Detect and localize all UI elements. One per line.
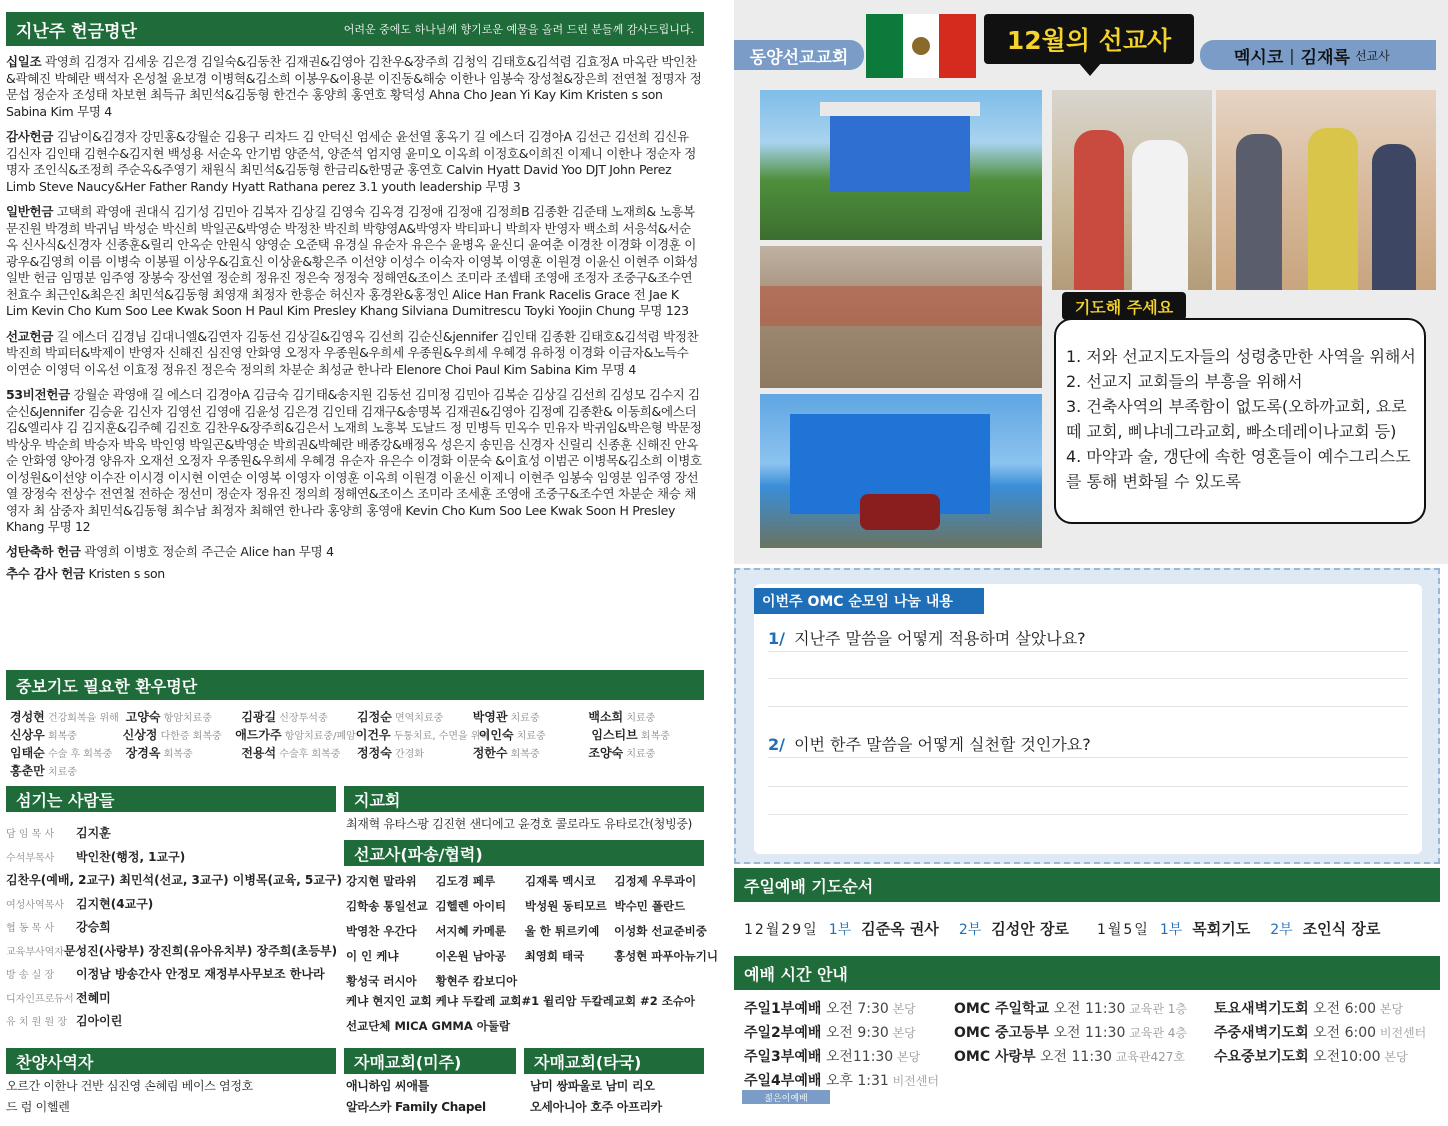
mexico-flag xyxy=(866,14,976,78)
order-service: 2부 xyxy=(958,922,982,938)
sister-church-line: 알라스카 Family Chapel xyxy=(346,1100,486,1114)
offering-header xyxy=(6,12,704,46)
missionary-entry: 김학송 통일선교 xyxy=(346,898,428,913)
church-tag xyxy=(734,40,864,70)
missionary-row xyxy=(346,968,704,993)
servant-row xyxy=(6,1012,336,1036)
service-clock: 오전11:30 xyxy=(821,1049,894,1065)
service-name: 주일3부예배 xyxy=(744,1049,822,1065)
patient-name: 정정숙 xyxy=(357,746,392,760)
service-name: OMC 사랑부 xyxy=(954,1049,1036,1065)
offering-names: 강월순 곽영애 길 에스더 김경아A 김금숙 김기태&송지원 김동선 김미정 김민아 김복순 김상길 김선희 김성모 김수지 김순신&Jennifer 김승윤 김신자 김영선 김영애 김윤성 김은경 김인태 김재구&송명복 김재권&김영아 김정예 김종환& 이동희&에스더 김&엘리샤 김 김지훈&김주혜 김진호 김찬우&장주희&김은서 노재희 노흥복 도날드 정 민병득 민옥수 민유자 박귀임&박은형 박문정 박상우 박순희 박승자 박욱 박인영 박일곤&박영순 박희권&박혜란 배종강&배정옥 성은지 송민음 신경자 신릴리 신종훈 신해진 안옥순 안화영 양아경 양유자 오재선 오정자 우종원&우희세 우혜경 유순자 유은수 이경화 이문숙 &이효성 이범곤 이병목&김소희 이병호 이성원&이선양 이수잔 이시경 이시현 이연순 이영복 이영자 이영훈 이옥희 이원경 이윤신 이제니 이현주 임봉숙 임영분 임주영 장선열 장정숙 전상수 전연철 전하순 정선미 정순자 정유진 정의희 정해연&조이스 조미라 조세훈 조영애 조중구&조수연 차분순 채승 채영자 최 삼중자 최민석&김동형 최수남 최정자 최해연 한나라 홍양희 홍영애 Kevin Cho Kum Soo Lee Kwak Soon H Presley Khang 무명 12 xyxy=(6,387,702,534)
servant-row xyxy=(6,989,336,1013)
missionary-row xyxy=(346,943,718,968)
service-clock: 오전 7:30 xyxy=(821,1001,889,1017)
patient-name: 임태순 xyxy=(10,746,45,760)
times-row xyxy=(744,1070,1440,1094)
servant-row xyxy=(6,871,342,895)
order-date: 1월5일 xyxy=(1096,922,1150,938)
missionary-extra: 케냐 현지인 교회 케냐 두칼레 교회#1 윌리암 두칼레교회 #2 조슈아 xyxy=(346,994,696,1008)
servant-role: 여성사역목사 xyxy=(6,899,64,911)
question-text-2: 이번 한주 말씀을 어떻게 실천할 것인가요? xyxy=(794,735,1091,754)
patient xyxy=(588,744,704,762)
offering-label: 십일조 xyxy=(6,54,42,69)
service-place: 비전센터 xyxy=(888,1074,939,1088)
patient xyxy=(10,744,126,762)
order-service: 2부 xyxy=(1270,922,1293,938)
patient-name: 김정순 xyxy=(357,710,392,724)
prayer-title: 기도해 주세요 xyxy=(1074,297,1174,317)
question-number-2: 2/ xyxy=(768,735,785,754)
service-clock: 오전 11:30 xyxy=(1049,1025,1126,1041)
patient-name: 백소희 xyxy=(588,710,624,724)
missionary-extra: 선교단체 MICA GMMA 아둘람 xyxy=(346,1019,511,1033)
question-text-1: 지난주 말씀을 어떻게 적용하며 살았나요? xyxy=(794,629,1086,648)
patient-name: 임스티브 xyxy=(591,728,638,742)
offering-paragraph xyxy=(6,544,702,561)
patient-note: 수술후 회복중 xyxy=(276,749,341,760)
service-name: 토요새벽기도회 xyxy=(1214,1001,1309,1017)
servant-names: 박인찬(행정, 1교구) xyxy=(76,849,186,864)
servants-list xyxy=(6,824,342,1036)
answer-line xyxy=(768,786,1408,787)
service-name: 주중새벽기도회 xyxy=(1214,1025,1309,1041)
missionary-header xyxy=(344,840,704,866)
prayer-list-title: 중보기도 필요한 환우명단 xyxy=(16,676,198,696)
missionary-entry: 박영찬 우간다 xyxy=(346,923,417,938)
prayer-items xyxy=(1066,344,1422,494)
missionary-entry: 황성국 러시아 xyxy=(346,973,417,988)
sister-church-line: 남미 쌍파울로 남미 리오 xyxy=(530,1079,655,1093)
patient xyxy=(357,708,473,726)
answer-line xyxy=(768,678,1408,679)
patient-note: 치료중 xyxy=(513,731,546,742)
offering-list xyxy=(6,54,702,583)
sister-other-list xyxy=(530,1078,704,1120)
offering-note: 어려운 중에도 하나님께 향기로운 예물을 올려 드린 분들께 감사드립니다. xyxy=(343,23,694,36)
order-entry xyxy=(744,918,1069,939)
offering-paragraph xyxy=(6,129,702,195)
servant-row xyxy=(6,895,336,919)
church-tag-label: 동양선교교회 xyxy=(749,47,849,68)
choir-line: 드 럼 이헬렌 xyxy=(6,1100,70,1114)
service-time xyxy=(954,998,1214,1018)
offering-label: 53비전헌금 xyxy=(6,387,70,402)
patient-note: 치료중 xyxy=(623,749,656,760)
service-clock: 오후 1:31 xyxy=(821,1073,889,1089)
offering-names: 길 에스더 김경님 김대니엘&김연자 김동선 김상길&김영옥 김선희 김순신&jennifer 김인태 김종환 김태호&김석렴 박정찬 박진희 박피터&박제이 반영자 신해진 심진영 안화영 오정자 우종원&우희세 우종원&우희세 우혜경 유하정 이경화 이금자&노득수 이연순 이영덕 이옥선 이효정 정유진 정은숙 정의희 차분순 최성균 한나라 Elenore Choi Paul Kim Sabina Kim 무명 4 xyxy=(6,328,699,377)
patient-name: 경성현 xyxy=(10,710,45,724)
order-header xyxy=(734,868,1440,902)
missionary-name: 김재록 xyxy=(1300,47,1350,68)
servant-names: 문성진(사랑부) 장진희(유아유치부) 장주희(초등부) xyxy=(63,943,338,958)
missionary-entry: 이 인 케냐 xyxy=(346,948,399,963)
patient xyxy=(241,744,357,762)
servant-role: 담 임 목 사 xyxy=(6,829,55,840)
missionary-row xyxy=(346,918,707,943)
times-row xyxy=(744,1046,1440,1070)
missionary-row xyxy=(346,868,704,893)
sister-other-title: 자매교회(타국) xyxy=(534,1052,642,1072)
patient-name: 조양숙 xyxy=(588,746,624,760)
servant-role: 수석부목사 xyxy=(6,852,55,864)
patient-note: 치료중 xyxy=(507,713,540,724)
missionary-entry: 최영희 태국 xyxy=(524,948,585,963)
missionary-entry: 강지현 말라위 xyxy=(346,873,417,888)
youth-tag-label: 젊은이예배 xyxy=(764,1093,808,1104)
choir-title: 찬양사역자 xyxy=(16,1052,94,1072)
service-place: 본당 xyxy=(888,1002,916,1016)
times-title: 예배 시간 안내 xyxy=(744,964,848,984)
church-photo-with-car xyxy=(760,394,1042,548)
patient-note: 면역치료중 xyxy=(391,713,444,724)
choir-header xyxy=(6,1048,336,1074)
missionary-photo-two-men xyxy=(1052,90,1212,290)
omc-title-tab xyxy=(754,588,984,614)
service-name: OMC 중고등부 xyxy=(954,1025,1050,1041)
servant-row xyxy=(6,918,336,942)
offering-label: 추수 감사 헌금 xyxy=(6,566,85,581)
service-time xyxy=(744,1022,954,1042)
patient xyxy=(10,726,123,744)
patient-row xyxy=(10,744,704,762)
missionary-photo-group xyxy=(1216,90,1436,290)
mission-title-box xyxy=(984,14,1194,64)
service-place: 비전센터 xyxy=(1376,1026,1427,1040)
missionary-entry: 박성원 동티모르 xyxy=(525,898,607,913)
service-place: 교육관427호 xyxy=(1111,1050,1185,1064)
offering-paragraph xyxy=(6,54,702,120)
patient-name: 전용석 xyxy=(241,746,277,760)
divider: | xyxy=(1289,45,1295,65)
servant-role: 디자인프로듀서 xyxy=(6,993,74,1005)
offering-label: 선교헌금 xyxy=(6,328,54,344)
servant-role: 방 송 실 장 xyxy=(6,970,55,981)
service-time xyxy=(1214,1046,1434,1066)
patient xyxy=(123,726,236,744)
offering-names: 고택희 곽영애 권대식 김기성 김민아 김복자 김상길 김영숙 김옥경 김정애 김정애 김정희B 김종환 김준태 노재희& 노흥복 문진원 박경희 박귀님 박성순 박신희 박일곤&박영순 박정찬 박진희 박향영A&박영자 박티파니 박희자 반영자 백소희 서응석&서순옥 신사식&신경자 신종훈&릴리 안옥순 안원식 양영순 오준택 유경실 유순자 유은수 윤병옥 윤신디 윤여춘 이경찬 이경화 이경훈 이광우&김영희 이름 이병숙 이봉필 이상우&김효신 이상윤&황은주 이선양 이성수 이숙자 이영복 이영훈 이원경 이윤신 이현주 이화성 일반 헌금 임명분 임주영 장봉숙 장선열 정순희 정유진 정은숙 정정숙 정해연&조이스 조미라 조셉태 조영애 조정자 조중구&조수연 천효수 최근인&최은진 최민석&김동형 최영재 최정자 한흥순 허신자 홍경완&홍정인 Alice Han Frank Racelis Grace 전 Jae K Lim Kevin Cho Kum Soo Lee Kwak Soon H Paul Kim Presley Khang Silviana Dumitrescu Toyki Yoojin Chung 무명 123 xyxy=(6,204,699,318)
missionary-entry: 김재록 멕시코 xyxy=(525,873,596,888)
question-number-1: 1/ xyxy=(768,629,785,648)
service-time xyxy=(744,1046,954,1066)
answer-line xyxy=(768,706,1408,707)
order-row xyxy=(744,918,1444,939)
patient-row xyxy=(10,708,704,726)
patient xyxy=(591,726,704,744)
servant-role: 유 치 원 원 장 xyxy=(6,1017,68,1028)
sister-church-line: 오세아니아 호주 아프리카 xyxy=(530,1100,662,1114)
order-name: 목회기도 xyxy=(1192,920,1251,938)
patient-name: 고양숙 xyxy=(125,710,161,724)
service-place: 본당 xyxy=(1380,1050,1408,1064)
branch-row: 최재혁 유타스팡 김진현 샌디에고 윤경호 콜로라도 유타로간(청빙중) xyxy=(346,817,693,831)
order-name: 김준옥 권사 xyxy=(861,920,939,938)
service-place: 교육관 4층 xyxy=(1125,1026,1188,1040)
sister-us-title: 자매교회(미주) xyxy=(354,1052,462,1072)
times-row xyxy=(744,1022,1440,1046)
patient-note: 두통치료, 수면을 위해 xyxy=(390,731,491,742)
prayer-list-header xyxy=(6,670,704,700)
patient-row xyxy=(10,762,704,780)
servant-role: 협 동 목 사 xyxy=(6,923,55,934)
servant-names: 강승희 xyxy=(76,920,111,934)
order-name: 김성안 장로 xyxy=(991,920,1069,938)
patient-note: 건강회복을 위해 xyxy=(44,713,119,724)
service-name: 주일2부예배 xyxy=(744,1025,822,1041)
service-clock: 오전10:00 xyxy=(1308,1049,1381,1065)
patient-note: 회복중 xyxy=(637,731,670,742)
question-2 xyxy=(768,732,1408,758)
prayer-item: 4. 마약과 술, 갱단에 속한 영혼들이 예수그리스도를 통해 변화될 수 있도록 xyxy=(1066,447,1411,491)
patient-name: 정한수 xyxy=(472,746,508,760)
offering-names: 김남이&김경자 강민홍&강월순 김용구 리차드 김 안덕신 엄세순 윤선열 홍옥기 길 에스더 김경아A 김선근 김선희 김신유 김신자 김인태 김현수&김지현 백성용 서순옥 안기범 양준석, 양준석 엄지영 윤미오 이옥희 이정호&이희진 이제니 이한나 정순자 정명자 조인식&조정희 주순옥&주영기 채원식 최민석&김동형 한금리&한명균 홍연호 Calvin Hyatt David Yoo DJT John Perez Limb Steve Naucy&Her Father Randy Hyatt Rathana perez 3.1 youth leadership 무명 3 xyxy=(6,129,696,194)
patient xyxy=(10,708,126,726)
title-pointer xyxy=(1078,62,1102,76)
patient xyxy=(479,726,592,744)
patient xyxy=(473,744,589,762)
order-entry xyxy=(1097,918,1380,939)
patient-name: 김광길 xyxy=(241,710,277,724)
patient-note: 회복중 xyxy=(160,749,193,760)
offering-label: 일반헌금 xyxy=(6,204,54,219)
missionary-row xyxy=(346,893,704,918)
patient-name: 이인숙 xyxy=(478,728,514,742)
service-time xyxy=(744,1070,954,1090)
servant-row xyxy=(6,848,336,872)
patient-note: 치료중 xyxy=(623,713,656,724)
service-time xyxy=(1214,1022,1434,1042)
order-date: 12월29일 xyxy=(744,922,819,938)
missionary-entry: 홍성현 파푸아뉴기니 xyxy=(613,948,718,963)
patient xyxy=(357,744,473,762)
patient xyxy=(355,726,491,744)
offering-names: 곽영희 이병호 정순희 주근순 Alice han 무명 4 xyxy=(80,543,334,559)
patient-note: 치료중 xyxy=(44,767,77,778)
servant-names: 전혜미 xyxy=(76,990,111,1005)
patient-row xyxy=(10,726,704,744)
branch-header xyxy=(344,786,704,812)
missionary-entry: 김도경 페루 xyxy=(435,873,496,888)
country-strip xyxy=(1200,40,1436,70)
patient xyxy=(588,708,704,726)
missionary-entry: 황현주 캄보디아 xyxy=(435,973,518,988)
missionary-entry: 울 한 튀르키예 xyxy=(524,923,600,938)
servant-role: 교육부사역자 xyxy=(6,946,64,958)
service-name: OMC 주일학교 xyxy=(954,1001,1050,1017)
missionary-list-title: 선교사(파송/협력) xyxy=(354,844,483,864)
servant-row xyxy=(6,965,336,989)
servant-names: 김찬우(예배, 2교구) 최민석(선교, 3교구) 이병목(교육, 5교구) xyxy=(6,873,342,887)
times-row xyxy=(744,998,1440,1022)
patient xyxy=(473,708,589,726)
service-time xyxy=(1214,998,1434,1018)
service-place: 교육관 1층 xyxy=(1125,1002,1188,1016)
service-name: 주일4부예배 xyxy=(744,1073,822,1089)
sister-us-header xyxy=(344,1048,516,1074)
servant-names: 이정남 방송간사 안정모 재정부사무보조 한나라 xyxy=(76,967,325,981)
offering-paragraph xyxy=(6,329,702,379)
patient-name: 박영관 xyxy=(472,710,508,724)
offering-title: 지난주 헌금명단 xyxy=(16,21,137,42)
order-name: 조인식 장로 xyxy=(1302,920,1381,938)
missionary-list xyxy=(346,868,718,1043)
servant-names: 김지현(4교구) xyxy=(76,896,154,911)
choir-list xyxy=(6,1078,336,1120)
patient-name: 이건우 xyxy=(355,728,391,742)
service-place: 본당 xyxy=(1376,1002,1404,1016)
servant-row xyxy=(6,824,336,848)
sister-other-header xyxy=(524,1048,704,1074)
missionary-entry: 이성화 선교준비중 xyxy=(613,923,707,938)
missionary-entry: 김정제 우루과이 xyxy=(614,873,697,888)
offering-label: 성탄축하 헌금 xyxy=(6,543,81,559)
mission-title: 12월의 선교사 xyxy=(1006,26,1172,55)
offering-paragraph xyxy=(6,566,702,583)
missionary-entry: 서지혜 카메룬 xyxy=(435,923,506,938)
order-service: 1부 xyxy=(1159,922,1183,938)
offering-paragraph xyxy=(6,387,702,536)
missionary-entry: 이온원 남아공 xyxy=(435,948,506,963)
service-clock: 오전 11:30 xyxy=(1035,1049,1112,1065)
service-time xyxy=(954,1046,1214,1066)
patient xyxy=(126,708,242,726)
times-header xyxy=(734,956,1440,990)
patient-note: 회복중 xyxy=(507,749,540,760)
missionary-title-label: 선교사 xyxy=(1354,48,1390,63)
patient-name: 신상우 xyxy=(10,728,45,742)
prayer-item: 2. 선교지 교회들의 부흥을 위해서 xyxy=(1066,372,1303,391)
patient xyxy=(10,762,133,780)
service-clock: 오전 11:30 xyxy=(1049,1001,1126,1017)
construction-photo xyxy=(760,246,1042,388)
servants-header xyxy=(6,786,336,812)
servant-names: 김지훈 xyxy=(76,826,111,840)
patient-note: 항암치료중/폐암 xyxy=(281,731,356,742)
patient-name: 홍춘만 xyxy=(10,764,45,778)
offering-paragraph xyxy=(6,204,702,320)
patient xyxy=(241,708,357,726)
patient-list xyxy=(10,708,704,780)
service-clock: 오전 6:00 xyxy=(1308,1025,1377,1041)
prayer-item: 1. 저와 선교지도자들의 성령충만한 사역을 위해서 xyxy=(1066,347,1416,366)
order-title: 주일예배 기도순서 xyxy=(744,876,874,896)
question-1 xyxy=(768,626,1408,652)
missionary-entry: 박수민 폴란드 xyxy=(614,898,686,913)
service-name: 주일1부예배 xyxy=(744,1001,822,1017)
country-label: 멕시코 xyxy=(1234,47,1284,68)
service-place: 본당 xyxy=(888,1026,916,1040)
patient-note: 간경화 xyxy=(391,749,424,760)
service-time xyxy=(744,998,954,1018)
offering-names: Kristen s son xyxy=(84,566,165,581)
patient xyxy=(126,744,242,762)
prayer-title-box xyxy=(1062,292,1186,320)
patient-note: 수술 후 회복중 xyxy=(44,749,113,760)
servant-names: 김아이린 xyxy=(76,1014,123,1028)
service-clock: 오전 9:30 xyxy=(821,1025,889,1041)
eagle-emblem-icon xyxy=(912,37,930,55)
patient-name: 장경옥 xyxy=(125,746,161,760)
patient-note: 회복중 xyxy=(44,731,77,742)
patient xyxy=(235,726,356,744)
service-clock: 오전 6:00 xyxy=(1308,1001,1377,1017)
service-name: 수요중보기도회 xyxy=(1214,1049,1309,1065)
prayer-item: 3. 건축사역의 부족함이 없도록(오하까교회, 요로떼 교회, 삐냐네그라교회, 빠소데레이나교회 등) xyxy=(1066,397,1407,441)
service-time xyxy=(954,1022,1214,1042)
order-service: 1부 xyxy=(828,922,852,938)
servants-title: 섬기는 사람들 xyxy=(16,790,115,810)
choir-line: 오르간 이한나 건반 심진영 손혜림 베이스 염정호 xyxy=(6,1079,253,1093)
patient-name: 애드가주 xyxy=(235,728,282,742)
sister-us-list xyxy=(346,1078,516,1120)
offering-label: 감사헌금 xyxy=(6,129,54,144)
service-times xyxy=(744,998,1440,1094)
patient-note: 항암치료중 xyxy=(160,713,212,724)
church-photo-blue-building xyxy=(760,90,1042,240)
servant-row xyxy=(6,942,336,966)
youth-tag xyxy=(742,1090,830,1104)
service-place: 본당 xyxy=(893,1050,921,1064)
sister-church-line: 애니하임 씨애틀 xyxy=(346,1079,429,1093)
answer-line xyxy=(768,814,1408,815)
missionary-entry: 김헬렌 아이티 xyxy=(435,898,507,913)
patient-note: 다한증 회복중 xyxy=(157,731,222,742)
patient-name: 신상정 xyxy=(122,728,158,742)
patient-note: 신장투석중 xyxy=(276,713,328,724)
omc-title: 이번주 OMC 순모임 나눔 내용 xyxy=(762,594,953,610)
branch-title: 지교회 xyxy=(354,790,401,810)
offering-names: 곽영희 김경자 김세웅 김은경 김일숙&김동찬 김재권&김영아 김찬우&장주희 김청익 김태호&김석렴 김효정A 마옥란 박인찬&곽혜진 박혜란 백석자 온성철 윤보경 이병혁&김소희 이봉우&이용분 이진동&해숭 이한나 임봉숙 장성철&장은희 전연철 정명자 정문섭 정순자 조성태 차보현 최득규 최민석&김동형 한건수 홍양희 홍연호 황덕성 Ahna Cho Jean Yi Kay Kim Kristen s son Sabina Kim 무명 4 xyxy=(6,54,702,119)
